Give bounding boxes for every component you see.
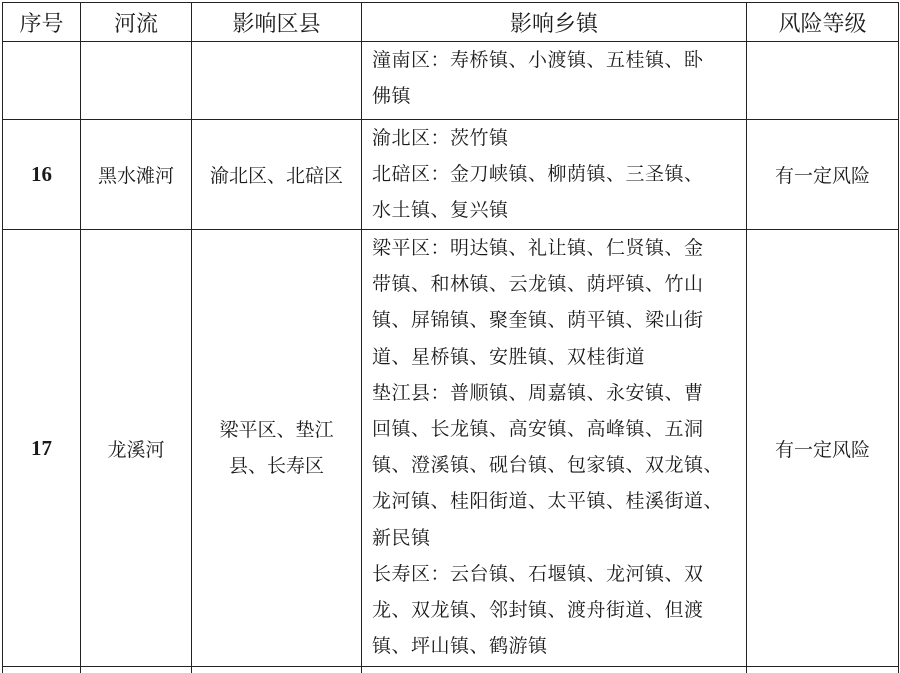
- towns-line: 镇、坪山镇、鹤游镇: [372, 628, 740, 664]
- row-index: [3, 42, 81, 120]
- row-towns: [362, 42, 747, 120]
- towns-line: 道、星桥镇、安胜镇、双桂街道: [372, 339, 740, 375]
- partial-cell: [747, 667, 899, 673]
- row-counties: 渝北区、北碚区: [192, 120, 362, 230]
- table-row: [3, 42, 899, 120]
- towns-line: 水土镇、复兴镇: [372, 192, 740, 228]
- partial-cell: [362, 667, 747, 673]
- row-index: 16: [3, 120, 81, 230]
- header-river: 河流: [81, 3, 192, 42]
- towns-line: 新民镇: [372, 520, 740, 556]
- towns-line: 北碚区：金刀峡镇、柳荫镇、三圣镇、: [372, 156, 740, 192]
- row-river: 龙溪河: [81, 230, 192, 667]
- partial-cell: [3, 667, 81, 673]
- counties-line: 梁平区、垫江: [192, 412, 361, 448]
- towns-line: 带镇、和林镇、云龙镇、荫坪镇、竹山: [372, 266, 740, 302]
- towns-line: 镇、屏锦镇、聚奎镇、荫平镇、梁山街: [372, 302, 740, 338]
- row-towns: [362, 120, 747, 230]
- towns-line: 佛镇: [372, 78, 740, 114]
- row-river: [81, 42, 192, 120]
- towns-line: 潼南区：寿桥镇、小渡镇、五桂镇、卧: [372, 42, 740, 78]
- towns-line: 长寿区：云台镇、石堰镇、龙河镇、双: [372, 556, 740, 592]
- towns-line: 镇、澄溪镇、砚台镇、包家镇、双龙镇、: [372, 447, 740, 483]
- towns-line: 渝北区：茨竹镇: [372, 120, 740, 156]
- towns-line: 龙、双龙镇、邻封镇、渡舟街道、但渡: [372, 592, 740, 628]
- header-counties: 影响区县: [192, 3, 362, 42]
- towns-line: 回镇、长龙镇、高安镇、高峰镇、五洞: [372, 411, 740, 447]
- table-row-partial: [3, 667, 899, 673]
- row-risk: 有一定风险: [747, 230, 899, 667]
- table-row: [3, 230, 899, 667]
- row-index: 17: [3, 230, 81, 667]
- towns-line: 垫江县：普顺镇、周嘉镇、永安镇、曹: [372, 375, 740, 411]
- header-row: [3, 3, 899, 42]
- flood-risk-table: [2, 2, 899, 673]
- row-risk: [747, 42, 899, 120]
- row-river: 黑水滩河: [81, 120, 192, 230]
- row-risk: 有一定风险: [747, 120, 899, 230]
- header-index: 序号: [3, 3, 81, 42]
- header-risk-level: 风险等级: [747, 3, 899, 42]
- towns-line: 龙河镇、桂阳街道、太平镇、桂溪街道、: [372, 483, 740, 519]
- partial-cell: [81, 667, 192, 673]
- row-counties: [192, 42, 362, 120]
- header-towns: 影响乡镇: [362, 3, 747, 42]
- partial-cell: [192, 667, 362, 673]
- table-row: [3, 120, 899, 230]
- row-towns: [362, 230, 747, 667]
- towns-line: 梁平区：明达镇、礼让镇、仁贤镇、金: [372, 230, 740, 266]
- row-counties: [192, 230, 362, 667]
- counties-line: 县、长寿区: [192, 448, 361, 484]
